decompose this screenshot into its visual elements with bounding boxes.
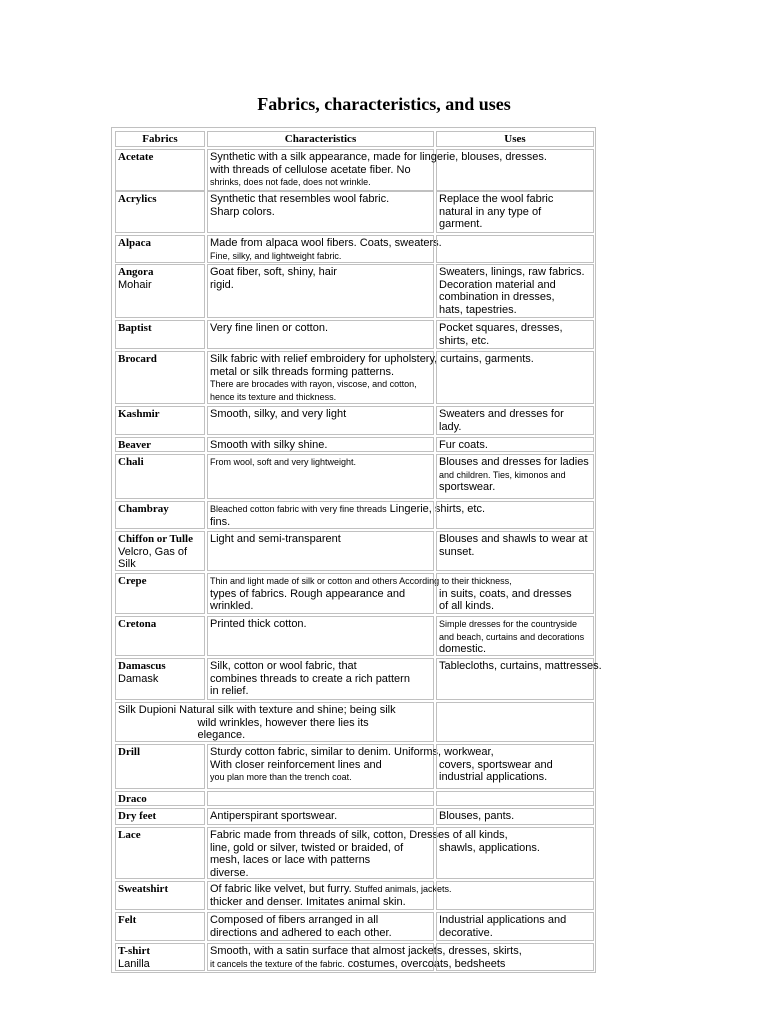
uses-text: Sweaters, linings, raw fabrics. Decoration material and combination in dresses, hats, tapestries. [439,266,585,316]
fabric-name-cell [115,808,205,825]
fabric-name: Crepe [118,575,147,587]
uses-cell [436,531,594,571]
fabric-name: Draco [118,793,147,805]
fabric-name: Acetate [118,151,154,163]
fabric-name-cell [115,912,205,941]
uses-cell [436,827,594,879]
characteristics-cell [207,235,442,263]
fabric-name: Sweatshirt [118,883,169,895]
fabric-name: Alpaca [118,237,151,249]
characteristics-note: From wool, soft and very lightweight. [210,457,357,467]
uses-text: domestic. [439,643,487,655]
uses-text: Sweaters and dresses for lady. [439,408,564,433]
characteristics-text: Synthetic with a silk appearance, made for lingerie, blouses, dresses. with threads of cellulose acetate fiber. No [210,151,547,176]
uses-text: Pocket squares, dresses, shirts, etc. [439,322,563,347]
characteristics-cell [207,454,434,499]
characteristics-cell [207,658,434,700]
uses-cell [436,616,594,656]
fabric-name: Brocard [118,353,157,365]
fabric-name: Chiffon or Tulle [118,533,193,545]
characteristics-cell [207,808,434,825]
characteristics-text: Smooth with silky shine. [210,439,328,451]
uses-cell [436,264,594,318]
fabric-name: Kashmir [118,408,160,420]
fabric-name: Dry feet [118,810,157,822]
uses-text: Blouses, pants. [439,810,515,822]
characteristics-note: you plan more than the trench coat. [210,772,352,782]
uses-text: Industrial applications and decorative. [439,914,567,939]
uses-cell [436,658,602,700]
characteristics-cell [207,191,434,233]
characteristics-cell [207,881,452,910]
header-uses: Uses [436,131,594,147]
fabric-name-cell [115,406,205,435]
characteristics-cell [207,501,486,529]
characteristics-cell [207,943,522,971]
fabric-name-cell [115,658,205,700]
uses-cell [436,454,594,499]
uses-cell [436,881,594,910]
characteristics-cell [207,791,434,806]
characteristics-note: Thin and light made of silk or cotton and others According to their thickness, [210,576,512,586]
characteristics-text: Composed of fibers arranged in all directions and adhered to each other. [210,914,392,939]
uses-text: Blouses and dresses for ladies [439,456,589,468]
uses-cell [436,791,594,806]
fabric-name-cell [115,531,205,571]
characteristics-text: Lingerie, shirts, etc. [386,503,486,515]
fabric-name-cell [115,943,205,971]
characteristics-text: Of fabric like velvet, but furry. [210,883,352,895]
uses-cell [436,573,594,614]
characteristics-note: shrinks, does not fade, does not wrinkle. [210,177,371,187]
wide-text: Silk Dupioni Natural silk with texture and shine; being silk wild wrinkles, however there lies its elegance. [118,704,396,741]
characteristics-text: Synthetic that resembles wool fabric. Sharp colors. [210,193,390,218]
uses-cell [436,943,594,971]
fabric-name: Felt [118,914,137,926]
fabric-name-cell [115,827,205,879]
uses-cell [436,808,594,825]
fabric-name: Baptist [118,322,152,334]
fabric-name-cell [115,320,205,349]
fabric-name-cell [115,791,205,806]
fabric-name: Acrylics [118,193,157,205]
uses-cell [436,191,594,233]
characteristics-cell [207,437,434,452]
characteristics-text: Very fine linen or cotton. [210,322,329,334]
uses-cell [436,702,594,742]
fabric-name: Beaver [118,439,151,451]
fabric-name-cell [115,351,205,404]
characteristics-note: Fine, silky, and lightweight fabric. [210,250,342,261]
uses-note: and children. Ties, kimonos and [439,469,566,480]
characteristics-cell [207,744,494,789]
uses-cell [436,406,594,435]
fabric-name: T-shirt [118,945,150,957]
uses-cell [436,501,594,529]
characteristics-text: fins. [210,515,231,528]
characteristics-text: types of fabrics. Rough appearance and wrinkled. [210,587,406,612]
characteristics-note: Stuffed animals, jackets. [351,884,452,894]
fabric-name: Chali [118,456,144,468]
fabric-name-cell [115,191,205,233]
uses-cell [436,351,594,404]
uses-cell [436,149,594,191]
fabric-alt-name: Lanilla [118,957,150,970]
characteristics-text: Made from alpaca wool fibers. Coats, sweaters. [210,237,442,249]
page-title: Fabrics, characteristics, and uses [257,94,511,114]
characteristics-text: Light and semi-transparent [210,533,341,545]
characteristics-cell [207,264,434,318]
fabric-alt-name: Velcro, Gas of Silk [118,545,188,570]
characteristics-cell [207,531,434,571]
characteristics-cell [207,320,434,349]
characteristics-text: costumes, overcoats, bedsheets [344,957,506,970]
fabric-name: Cretona [118,618,157,630]
characteristics-text: Silk, cotton or wool fabric, that combines threads to create a rich pattern in relief. [210,660,410,697]
header-fabrics: Fabrics [115,131,205,147]
characteristics-text: Goat fiber, soft, shiny, hair rigid. [210,266,337,291]
fabric-name-cell [115,264,205,318]
uses-text: sportswear. [439,481,496,493]
characteristics-note: it cancels the texture of the fabric. [210,958,345,969]
fabric-name: Damascus [118,660,166,672]
fabric-name-cell [115,616,205,656]
characteristics-cell [207,149,547,191]
characteristics-cell [207,912,434,941]
fabric-name: Drill [118,746,140,758]
characteristics-text: thicker and denser. Imitates animal skin. [210,895,406,908]
uses-text: shawls, applications. [439,841,540,854]
uses-text: Tablecloths, curtains, mattresses. [439,660,602,672]
characteristics-cell [207,616,434,656]
uses-cell [436,744,594,789]
table-cell-wide [115,702,434,742]
uses-text: Fur coats. [439,439,488,451]
characteristics-text: Antiperspirant sportswear. [210,810,338,822]
characteristics-cell [207,406,434,435]
characteristics-text: Smooth, with a satin surface that almost jackets, dresses, skirts, [210,945,522,957]
fabric-name-cell [115,501,205,529]
fabric-name: Chambray [118,503,169,515]
characteristics-text: Silk fabric with relief embroidery for upholstery, curtains, garments. metal or silk threads forming patterns. [210,353,534,378]
uses-cell [436,437,594,452]
uses-cell [436,912,594,941]
characteristics-text: Sturdy cotton fabric, similar to denim. Uniforms, workwear, With closer reinforcement lines and [210,746,494,771]
uses-text: covers, sportswear and industrial applications. [439,758,553,783]
characteristics-cell [207,351,534,404]
uses-note: Simple dresses for the countryside and beach, curtains and decorations [439,619,585,642]
uses-cell [436,235,594,263]
characteristics-text: Smooth, silky, and very light [210,408,347,420]
fabric-name-cell [115,454,205,499]
fabric-name-cell [115,744,205,789]
header-characteristics: Characteristics [207,131,434,147]
characteristics-note: Bleached cotton fabric with very fine threads [210,504,387,514]
fabric-name: Lace [118,829,141,841]
fabric-alt-name: Mohair [118,278,152,291]
fabric-name-cell [115,881,205,910]
fabric-name-cell [115,437,205,452]
fabric-name-cell [115,149,205,191]
fabric-name-cell [115,573,205,614]
fabrics-table [111,127,602,973]
characteristics-note: There are brocades with rayon, viscose, and cotton, hence its texture and thickness. [210,379,417,402]
uses-cell [436,320,594,349]
uses-text: Blouses and shawls to wear at sunset. [439,533,588,558]
fabric-name-cell [115,235,205,263]
uses-text: in suits, coats, and dresses of all kinds. [439,587,572,612]
uses-text: Replace the wool fabric natural in any type of garment. [439,193,554,230]
characteristics-text: Fabric made from threads of silk, cotton, Dresses of all kinds, line, gold or silver, twisted or braided, of mesh, laces or lace with patterns diverse. [210,829,508,879]
characteristics-text: Printed thick cotton. [210,618,307,630]
fabric-alt-name: Damask [118,672,159,685]
fabric-name: Angora [118,266,154,278]
